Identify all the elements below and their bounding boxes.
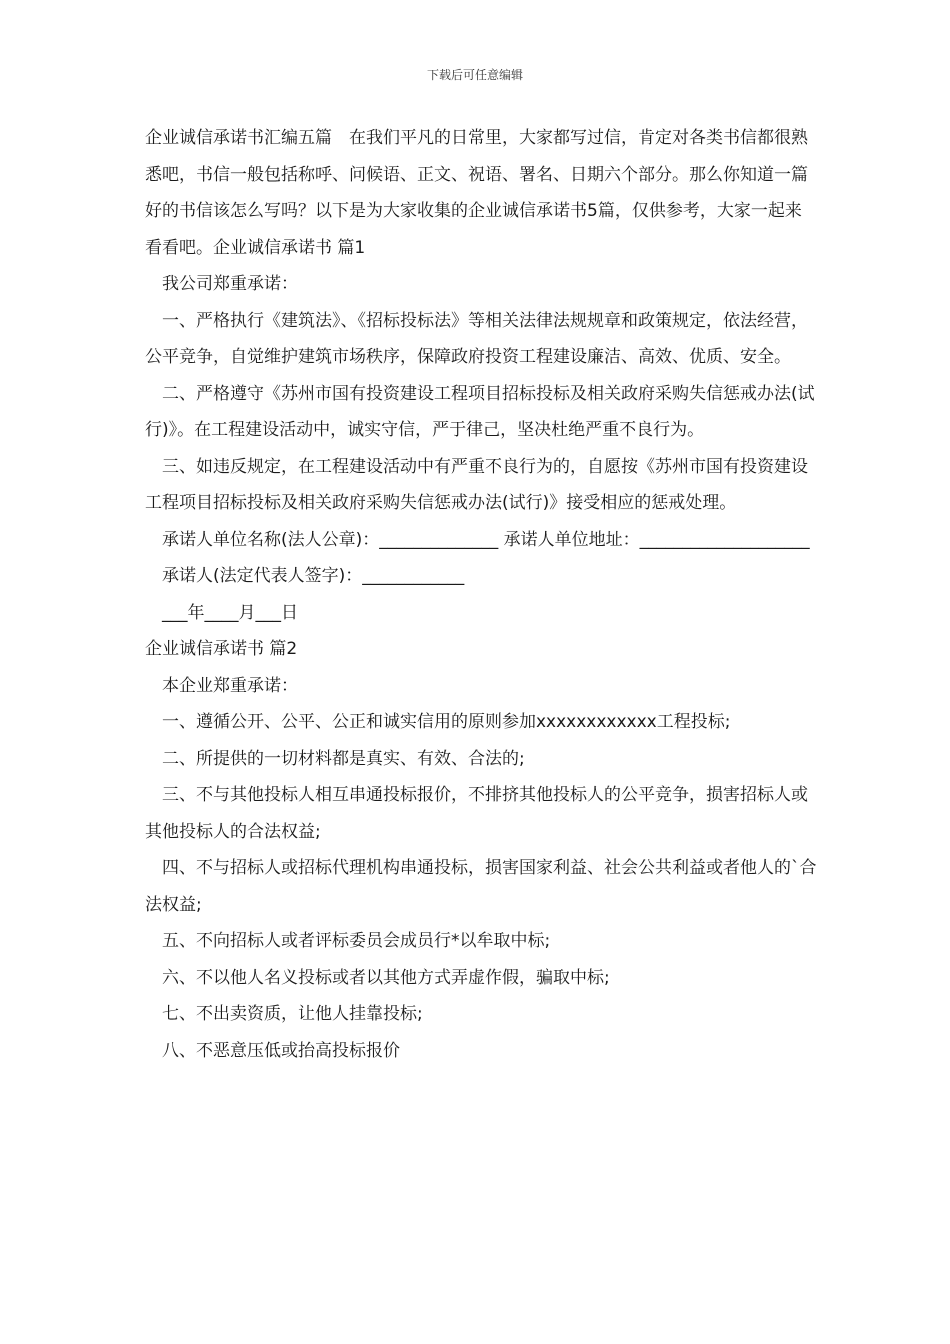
- part2-item-6: 六、不以他人名义投标或者以其他方式弄虚作假，骗取中标;: [162, 967, 610, 988]
- part2-item-2: 二、所提供的一切材料都是真实、有效、合法的;: [162, 748, 525, 769]
- intro-paragraph: 企业诚信承诺书汇编五篇 在我们平凡的日常里，大家都写过信，肯定对各类书信都很熟悉吧，书信一般包括称呼、问候语、正文、祝语、署名、日期六个部分。那么你知道一篇好的书信该怎么写吗？以下是为大家收集的企业诚信承诺书5篇，仅供参考，大家一起来看看吧。企业诚信承诺书 篇1: [145, 128, 808, 258]
- part2-item-7: 七、不出卖资质，让他人挂靠投标;: [162, 1004, 423, 1024]
- page-header-note: 下载后可任意编辑: [426, 68, 523, 82]
- document-body: [145, 120, 817, 1069]
- signature-unit-line: 承诺人单位名称(法人公章)：______________ 承诺人单位地址：____________________: [162, 529, 810, 550]
- signature-person-line: 承诺人(法定代表人签字)：____________: [162, 566, 465, 586]
- part2-item-8: 八、不恶意压低或抬高投标报价: [162, 1040, 400, 1061]
- part1-item-1: 一、严格执行《建筑法》、《招标投标法》等相关法律法规规章和政策规定，依法经营，公平竞争，自觉维护建筑市场秩序，保障政府投资工程建设廉洁、高效、优质、安全。: [145, 310, 808, 367]
- part1-item-2: 二、严格遵守《苏州市国有投资建设工程项目招标投标及相关政府采购失信惩戒办法(试行)》。在工程建设活动中，诚实守信，严于律己，坚决杜绝严重不良行为。: [145, 383, 815, 440]
- part1-opening: 我公司郑重承诺：: [162, 274, 298, 294]
- part2-item-3: 三、不与其他投标人相互串通投标报价，不排挤其他投标人的公平竞争，损害招标人或其他投标人的合法权益;: [145, 785, 808, 842]
- part2-item-5: 五、不向招标人或者评标委员会成员行*以牟取中标;: [162, 931, 551, 951]
- part2-opening: 本企业郑重承诺：: [162, 675, 298, 696]
- part2-item-1: 一、遵循公开、公平、公正和诚实信用的原则参加xxxxxxxxxxxx工程投标;: [162, 712, 731, 732]
- date-line: ___年____月___日: [162, 602, 298, 623]
- part2-title: 企业诚信承诺书 篇2: [145, 639, 298, 659]
- part2-item-4: 四、不与招标人或招标代理机构串通投标，损害国家利益、社会公共利益或者他人的`合法权益;: [145, 858, 817, 915]
- part1-item-3: 三、如违反规定，在工程建设活动中有严重不良行为的，自愿按《苏州市国有投资建设工程项目招标投标及相关政府采购失信惩戒办法(试行)》接受相应的惩戒处理。: [145, 456, 808, 513]
